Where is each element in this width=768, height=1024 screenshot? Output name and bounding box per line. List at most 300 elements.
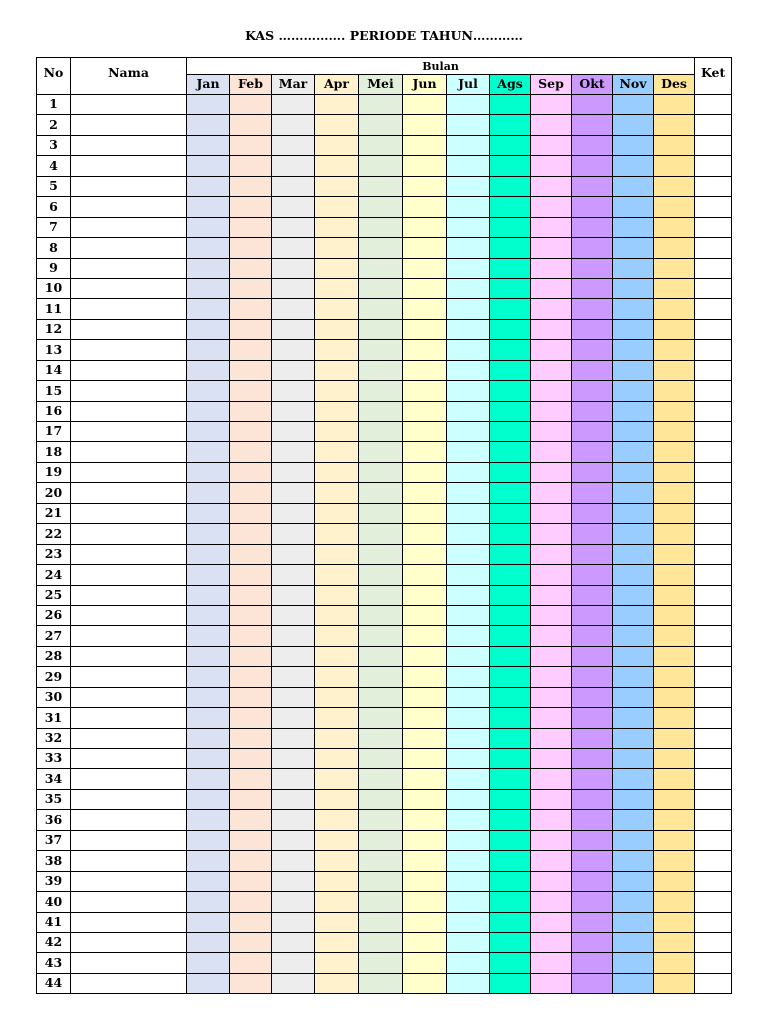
payment-cell-jul[interactable] [447,769,490,789]
payment-cell-mei[interactable] [359,892,403,912]
nama-cell[interactable] [71,319,187,339]
payment-cell-okt[interactable] [572,95,613,115]
payment-cell-jun[interactable] [403,953,447,973]
payment-cell-jul[interactable] [447,892,490,912]
payment-cell-jul[interactable] [447,197,490,217]
ket-cell[interactable] [695,524,732,544]
payment-cell-okt[interactable] [572,932,613,952]
payment-cell-ags[interactable] [490,115,531,135]
payment-cell-ags[interactable] [490,462,531,482]
payment-cell-okt[interactable] [572,830,613,850]
payment-cell-sep[interactable] [531,728,572,748]
payment-cell-okt[interactable] [572,871,613,891]
ket-cell[interactable] [695,871,732,891]
payment-cell-sep[interactable] [531,238,572,258]
payment-cell-jul[interactable] [447,912,490,932]
payment-cell-jul[interactable] [447,565,490,585]
payment-cell-jan[interactable] [187,340,230,360]
payment-cell-ags[interactable] [490,769,531,789]
payment-cell-des[interactable] [654,646,695,666]
payment-cell-sep[interactable] [531,278,572,298]
payment-cell-okt[interactable] [572,626,613,646]
nama-cell[interactable] [71,95,187,115]
payment-cell-mei[interactable] [359,932,403,952]
payment-cell-nov[interactable] [613,544,654,564]
payment-cell-mei[interactable] [359,401,403,421]
payment-cell-jul[interactable] [447,176,490,196]
payment-cell-mei[interactable] [359,565,403,585]
payment-cell-nov[interactable] [613,789,654,809]
payment-cell-mar[interactable] [272,932,315,952]
payment-cell-des[interactable] [654,830,695,850]
payment-cell-sep[interactable] [531,667,572,687]
payment-cell-okt[interactable] [572,892,613,912]
payment-cell-nov[interactable] [613,810,654,830]
payment-cell-jun[interactable] [403,483,447,503]
payment-cell-jun[interactable] [403,95,447,115]
nama-cell[interactable] [71,278,187,298]
payment-cell-mei[interactable] [359,953,403,973]
payment-cell-jun[interactable] [403,401,447,421]
ket-cell[interactable] [695,830,732,850]
payment-cell-des[interactable] [654,565,695,585]
payment-cell-jan[interactable] [187,95,230,115]
payment-cell-apr[interactable] [315,810,359,830]
nama-cell[interactable] [71,646,187,666]
payment-cell-apr[interactable] [315,605,359,625]
payment-cell-mei[interactable] [359,871,403,891]
payment-cell-nov[interactable] [613,565,654,585]
payment-cell-ags[interactable] [490,605,531,625]
payment-cell-sep[interactable] [531,258,572,278]
payment-cell-feb[interactable] [230,381,272,401]
ket-cell[interactable] [695,340,732,360]
payment-cell-sep[interactable] [531,892,572,912]
payment-cell-jun[interactable] [403,810,447,830]
payment-cell-ags[interactable] [490,381,531,401]
payment-cell-nov[interactable] [613,278,654,298]
payment-cell-mei[interactable] [359,319,403,339]
payment-cell-jun[interactable] [403,667,447,687]
payment-cell-nov[interactable] [613,667,654,687]
payment-cell-jan[interactable] [187,912,230,932]
payment-cell-sep[interactable] [531,830,572,850]
payment-cell-mar[interactable] [272,769,315,789]
payment-cell-ags[interactable] [490,278,531,298]
payment-cell-jan[interactable] [187,115,230,135]
payment-cell-apr[interactable] [315,360,359,380]
payment-cell-mei[interactable] [359,851,403,871]
payment-cell-nov[interactable] [613,708,654,728]
payment-cell-okt[interactable] [572,238,613,258]
nama-cell[interactable] [71,401,187,421]
payment-cell-des[interactable] [654,381,695,401]
payment-cell-mar[interactable] [272,217,315,237]
payment-cell-mar[interactable] [272,912,315,932]
payment-cell-feb[interactable] [230,544,272,564]
payment-cell-mar[interactable] [272,851,315,871]
payment-cell-ags[interactable] [490,667,531,687]
ket-cell[interactable] [695,912,732,932]
payment-cell-des[interactable] [654,278,695,298]
payment-cell-des[interactable] [654,401,695,421]
payment-cell-jun[interactable] [403,115,447,135]
payment-cell-apr[interactable] [315,708,359,728]
payment-cell-feb[interactable] [230,319,272,339]
payment-cell-ags[interactable] [490,258,531,278]
payment-cell-jan[interactable] [187,462,230,482]
payment-cell-des[interactable] [654,932,695,952]
payment-cell-nov[interactable] [613,360,654,380]
payment-cell-jun[interactable] [403,708,447,728]
payment-cell-apr[interactable] [315,319,359,339]
payment-cell-sep[interactable] [531,135,572,155]
payment-cell-ags[interactable] [490,646,531,666]
ket-cell[interactable] [695,238,732,258]
payment-cell-jan[interactable] [187,687,230,707]
payment-cell-mei[interactable] [359,728,403,748]
payment-cell-ags[interactable] [490,953,531,973]
payment-cell-jan[interactable] [187,401,230,421]
payment-cell-mei[interactable] [359,667,403,687]
payment-cell-jul[interactable] [447,524,490,544]
payment-cell-mei[interactable] [359,810,403,830]
payment-cell-sep[interactable] [531,769,572,789]
nama-cell[interactable] [71,442,187,462]
payment-cell-jul[interactable] [447,95,490,115]
payment-cell-feb[interactable] [230,360,272,380]
payment-cell-mar[interactable] [272,340,315,360]
payment-cell-mei[interactable] [359,258,403,278]
payment-cell-okt[interactable] [572,503,613,523]
ket-cell[interactable] [695,135,732,155]
payment-cell-des[interactable] [654,462,695,482]
payment-cell-sep[interactable] [531,789,572,809]
nama-cell[interactable] [71,605,187,625]
payment-cell-jan[interactable] [187,258,230,278]
payment-cell-feb[interactable] [230,769,272,789]
payment-cell-apr[interactable] [315,258,359,278]
payment-cell-feb[interactable] [230,728,272,748]
payment-cell-jul[interactable] [447,360,490,380]
payment-cell-ags[interactable] [490,932,531,952]
payment-cell-apr[interactable] [315,503,359,523]
payment-cell-jun[interactable] [403,973,447,993]
payment-cell-jan[interactable] [187,238,230,258]
payment-cell-sep[interactable] [531,912,572,932]
ket-cell[interactable] [695,953,732,973]
ket-cell[interactable] [695,95,732,115]
payment-cell-mei[interactable] [359,462,403,482]
payment-cell-sep[interactable] [531,299,572,319]
payment-cell-mar[interactable] [272,728,315,748]
payment-cell-ags[interactable] [490,442,531,462]
payment-cell-mar[interactable] [272,667,315,687]
payment-cell-jul[interactable] [447,667,490,687]
payment-cell-jul[interactable] [447,278,490,298]
payment-cell-okt[interactable] [572,565,613,585]
payment-cell-ags[interactable] [490,973,531,993]
payment-cell-apr[interactable] [315,135,359,155]
payment-cell-jul[interactable] [447,483,490,503]
payment-cell-jun[interactable] [403,851,447,871]
payment-cell-des[interactable] [654,197,695,217]
payment-cell-mar[interactable] [272,605,315,625]
nama-cell[interactable] [71,830,187,850]
ket-cell[interactable] [695,278,732,298]
payment-cell-jan[interactable] [187,442,230,462]
payment-cell-mei[interactable] [359,95,403,115]
payment-cell-des[interactable] [654,871,695,891]
payment-cell-jul[interactable] [447,830,490,850]
payment-cell-jan[interactable] [187,483,230,503]
ket-cell[interactable] [695,932,732,952]
nama-cell[interactable] [71,687,187,707]
payment-cell-feb[interactable] [230,871,272,891]
payment-cell-jun[interactable] [403,238,447,258]
payment-cell-mei[interactable] [359,278,403,298]
payment-cell-des[interactable] [654,340,695,360]
payment-cell-okt[interactable] [572,319,613,339]
payment-cell-ags[interactable] [490,503,531,523]
payment-cell-jun[interactable] [403,932,447,952]
payment-cell-jun[interactable] [403,626,447,646]
payment-cell-mei[interactable] [359,830,403,850]
payment-cell-mar[interactable] [272,299,315,319]
payment-cell-jan[interactable] [187,524,230,544]
payment-cell-mar[interactable] [272,810,315,830]
ket-cell[interactable] [695,319,732,339]
ket-cell[interactable] [695,176,732,196]
payment-cell-sep[interactable] [531,585,572,605]
payment-cell-apr[interactable] [315,156,359,176]
payment-cell-nov[interactable] [613,197,654,217]
payment-cell-des[interactable] [654,973,695,993]
payment-cell-mei[interactable] [359,585,403,605]
payment-cell-mar[interactable] [272,973,315,993]
payment-cell-ags[interactable] [490,360,531,380]
payment-cell-nov[interactable] [613,892,654,912]
payment-cell-feb[interactable] [230,708,272,728]
payment-cell-okt[interactable] [572,973,613,993]
payment-cell-sep[interactable] [531,749,572,769]
nama-cell[interactable] [71,197,187,217]
payment-cell-jan[interactable] [187,503,230,523]
ket-cell[interactable] [695,442,732,462]
payment-cell-apr[interactable] [315,585,359,605]
payment-cell-jan[interactable] [187,381,230,401]
nama-cell[interactable] [71,217,187,237]
ket-cell[interactable] [695,728,732,748]
payment-cell-mar[interactable] [272,953,315,973]
payment-cell-jan[interactable] [187,319,230,339]
payment-cell-okt[interactable] [572,708,613,728]
payment-cell-mei[interactable] [359,422,403,442]
payment-cell-jul[interactable] [447,422,490,442]
payment-cell-jul[interactable] [447,953,490,973]
payment-cell-okt[interactable] [572,360,613,380]
payment-cell-apr[interactable] [315,299,359,319]
payment-cell-sep[interactable] [531,708,572,728]
payment-cell-mei[interactable] [359,381,403,401]
payment-cell-sep[interactable] [531,340,572,360]
payment-cell-sep[interactable] [531,973,572,993]
nama-cell[interactable] [71,892,187,912]
ket-cell[interactable] [695,749,732,769]
payment-cell-sep[interactable] [531,115,572,135]
payment-cell-feb[interactable] [230,749,272,769]
payment-cell-mar[interactable] [272,115,315,135]
payment-cell-nov[interactable] [613,135,654,155]
payment-cell-jul[interactable] [447,401,490,421]
payment-cell-sep[interactable] [531,503,572,523]
payment-cell-mei[interactable] [359,708,403,728]
nama-cell[interactable] [71,238,187,258]
payment-cell-ags[interactable] [490,871,531,891]
nama-cell[interactable] [71,156,187,176]
payment-cell-jun[interactable] [403,605,447,625]
payment-cell-feb[interactable] [230,176,272,196]
ket-cell[interactable] [695,565,732,585]
payment-cell-des[interactable] [654,708,695,728]
payment-cell-ags[interactable] [490,483,531,503]
payment-cell-jan[interactable] [187,156,230,176]
payment-cell-okt[interactable] [572,728,613,748]
payment-cell-sep[interactable] [531,851,572,871]
payment-cell-jun[interactable] [403,524,447,544]
nama-cell[interactable] [71,544,187,564]
ket-cell[interactable] [695,462,732,482]
payment-cell-sep[interactable] [531,687,572,707]
payment-cell-sep[interactable] [531,524,572,544]
payment-cell-jul[interactable] [447,258,490,278]
payment-cell-jul[interactable] [447,319,490,339]
payment-cell-feb[interactable] [230,278,272,298]
payment-cell-mar[interactable] [272,442,315,462]
payment-cell-sep[interactable] [531,176,572,196]
ket-cell[interactable] [695,258,732,278]
payment-cell-okt[interactable] [572,810,613,830]
payment-cell-des[interactable] [654,176,695,196]
payment-cell-des[interactable] [654,319,695,339]
payment-cell-feb[interactable] [230,95,272,115]
payment-cell-sep[interactable] [531,932,572,952]
payment-cell-jun[interactable] [403,258,447,278]
payment-cell-mar[interactable] [272,197,315,217]
payment-cell-okt[interactable] [572,646,613,666]
payment-cell-apr[interactable] [315,749,359,769]
payment-cell-des[interactable] [654,605,695,625]
payment-cell-mar[interactable] [272,626,315,646]
payment-cell-ags[interactable] [490,340,531,360]
payment-cell-apr[interactable] [315,176,359,196]
payment-cell-mei[interactable] [359,299,403,319]
payment-cell-des[interactable] [654,585,695,605]
payment-cell-nov[interactable] [613,932,654,952]
payment-cell-sep[interactable] [531,462,572,482]
payment-cell-jan[interactable] [187,605,230,625]
payment-cell-nov[interactable] [613,871,654,891]
payment-cell-nov[interactable] [613,605,654,625]
payment-cell-jan[interactable] [187,851,230,871]
payment-cell-nov[interactable] [613,176,654,196]
payment-cell-nov[interactable] [613,524,654,544]
payment-cell-jul[interactable] [447,728,490,748]
payment-cell-nov[interactable] [613,953,654,973]
ket-cell[interactable] [695,544,732,564]
payment-cell-apr[interactable] [315,728,359,748]
payment-cell-sep[interactable] [531,565,572,585]
payment-cell-jan[interactable] [187,585,230,605]
payment-cell-mei[interactable] [359,769,403,789]
payment-cell-mei[interactable] [359,749,403,769]
payment-cell-feb[interactable] [230,667,272,687]
payment-cell-jan[interactable] [187,749,230,769]
payment-cell-feb[interactable] [230,605,272,625]
payment-cell-ags[interactable] [490,585,531,605]
payment-cell-mei[interactable] [359,687,403,707]
payment-cell-mar[interactable] [272,258,315,278]
payment-cell-mar[interactable] [272,708,315,728]
nama-cell[interactable] [71,258,187,278]
payment-cell-nov[interactable] [613,156,654,176]
payment-cell-feb[interactable] [230,932,272,952]
payment-cell-okt[interactable] [572,605,613,625]
ket-cell[interactable] [695,973,732,993]
payment-cell-jul[interactable] [447,135,490,155]
nama-cell[interactable] [71,360,187,380]
payment-cell-apr[interactable] [315,115,359,135]
payment-cell-mei[interactable] [359,483,403,503]
payment-cell-jan[interactable] [187,646,230,666]
payment-cell-jan[interactable] [187,135,230,155]
payment-cell-ags[interactable] [490,749,531,769]
ket-cell[interactable] [695,626,732,646]
payment-cell-nov[interactable] [613,401,654,421]
payment-cell-apr[interactable] [315,892,359,912]
payment-cell-mei[interactable] [359,503,403,523]
payment-cell-okt[interactable] [572,585,613,605]
payment-cell-mei[interactable] [359,789,403,809]
ket-cell[interactable] [695,892,732,912]
payment-cell-jun[interactable] [403,503,447,523]
nama-cell[interactable] [71,524,187,544]
payment-cell-nov[interactable] [613,442,654,462]
payment-cell-jul[interactable] [447,973,490,993]
nama-cell[interactable] [71,912,187,932]
payment-cell-mei[interactable] [359,626,403,646]
payment-cell-jun[interactable] [403,789,447,809]
payment-cell-ags[interactable] [490,524,531,544]
payment-cell-mei[interactable] [359,524,403,544]
payment-cell-jul[interactable] [447,503,490,523]
ket-cell[interactable] [695,503,732,523]
nama-cell[interactable] [71,851,187,871]
payment-cell-jul[interactable] [447,789,490,809]
ket-cell[interactable] [695,769,732,789]
payment-cell-apr[interactable] [315,340,359,360]
payment-cell-nov[interactable] [613,830,654,850]
nama-cell[interactable] [71,667,187,687]
payment-cell-nov[interactable] [613,687,654,707]
payment-cell-okt[interactable] [572,381,613,401]
nama-cell[interactable] [71,503,187,523]
payment-cell-mar[interactable] [272,319,315,339]
payment-cell-mei[interactable] [359,217,403,237]
payment-cell-mar[interactable] [272,646,315,666]
payment-cell-des[interactable] [654,258,695,278]
payment-cell-apr[interactable] [315,626,359,646]
